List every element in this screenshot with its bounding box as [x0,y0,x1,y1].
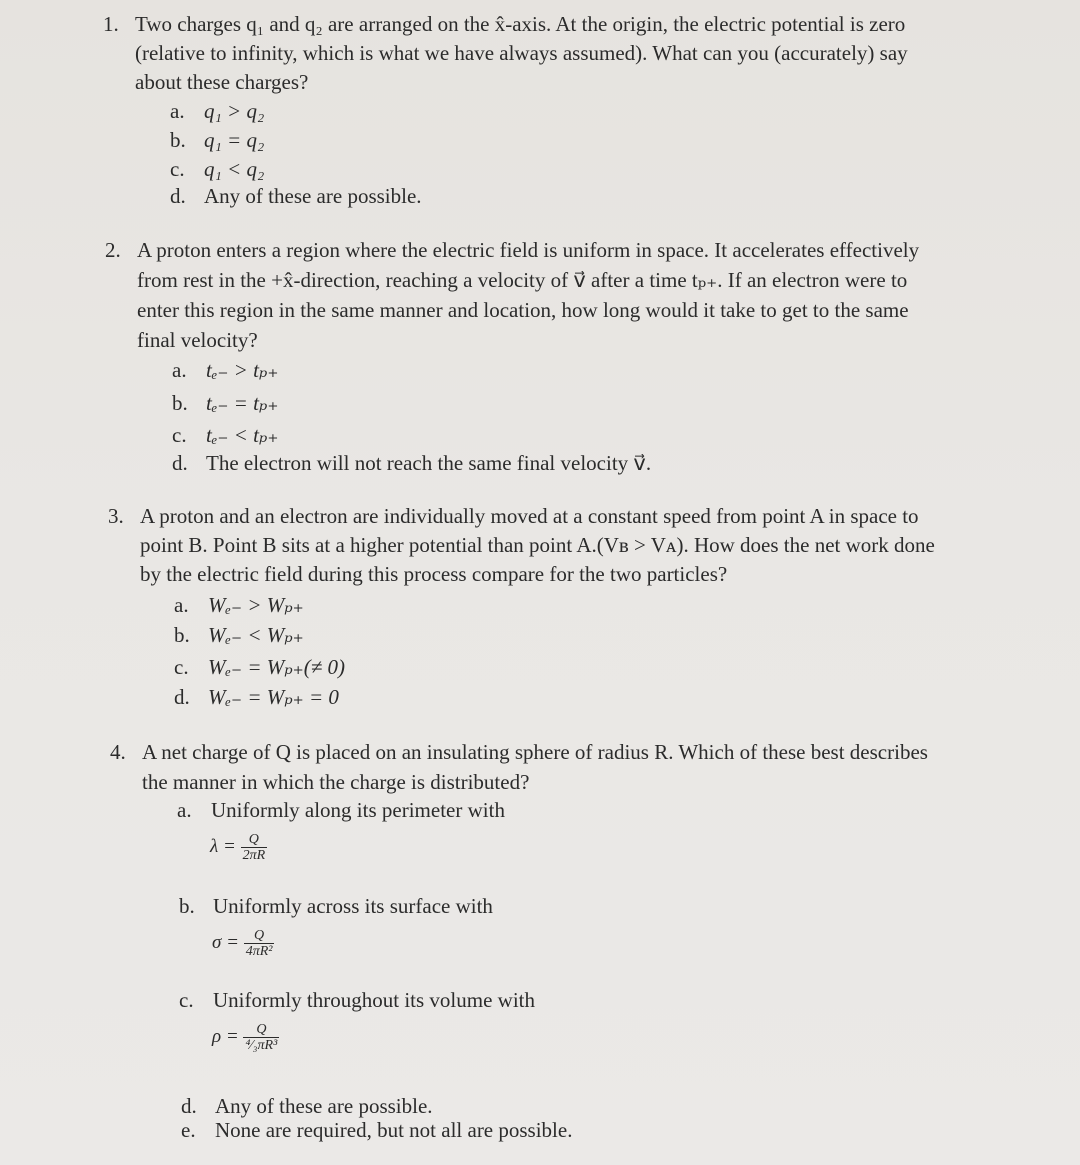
option-letter: c. [172,423,187,447]
option-letter: c. [179,988,194,1012]
equation-lambda [210,832,267,863]
option-letter: d. [170,184,186,208]
option-letter: a. [172,358,187,382]
question-text [137,235,919,355]
option-letter: c. [174,655,189,679]
equation-lhs: λ = [210,835,236,857]
question-line: A proton and an electron are individually moved at a constant speed from point A in space to [140,504,919,528]
question-line: about these charges? [135,70,309,94]
option-letter: e. [181,1118,196,1142]
question-text [135,10,908,97]
option-3d[interactable] [174,683,339,711]
option-text: None are required, but not all are possible. [215,1118,573,1142]
question-line: final velocity? [137,328,258,352]
question-line: from rest in the +x̂-direction, reaching a velocity of v⃗ after a time tₚ₊. If an electron were to [137,268,908,292]
question-text [142,737,928,797]
option-letter: a. [174,593,189,617]
option-letter: d. [172,451,188,475]
question-line: A net charge of Q is placed on an insulating sphere of radius R. Which of these best describes [142,740,928,764]
option-letter: b. [172,391,188,415]
question-line: Two charges q₁ and q₂ are arranged on the x̂-axis. At the origin, the electric potential is zero [135,12,906,36]
equation-fraction [241,832,268,863]
option-3c[interactable] [174,653,345,681]
equation-rho [212,1022,279,1053]
option-letter: b. [179,894,195,918]
fraction-denominator: 2πR [242,848,266,863]
option-3a[interactable] [174,591,304,619]
question-line: by the electric field during this process compare for the two particles? [140,562,728,586]
option-3b[interactable] [174,621,304,649]
option-4e[interactable] [181,1116,572,1144]
question-number: 3. [108,504,124,528]
option-text: Uniformly along its perimeter with [211,798,505,822]
question-line: (relative to infinity, which is what we have always assumed). What can you (accurately) say [135,41,908,65]
option-text: tₑ₋ < tₚ₊ [206,423,279,447]
question-line: the manner in which the charge is distributed? [142,770,530,794]
question-line: A proton enters a region where the electric field is uniform in space. It accelerates effectively [137,238,920,262]
option-2a[interactable] [172,356,278,384]
option-text: Any of these are possible. [215,1094,433,1118]
fraction-numerator: Q [243,1022,279,1038]
option-2c[interactable] [172,421,278,449]
question-text [140,502,935,589]
option-text: Wₑ₋ = Wₚ₊ = 0 [208,685,339,709]
equation-sigma [212,928,274,959]
question-line: enter this region in the same manner and location, how long would it take to get to the same [137,298,909,322]
option-1b[interactable] [170,126,264,154]
fraction-numerator: Q [241,832,268,848]
option-text: Wₑ₋ = Wₚ₊(≠ 0) [208,655,345,679]
option-text: Uniformly throughout its volume with [213,988,535,1012]
option-1c[interactable] [170,155,264,183]
equation-fraction [244,928,275,959]
fraction-denominator: 4πR² [245,944,273,959]
option-text: Wₑ₋ > Wₚ₊ [208,593,304,617]
option-text: q₁ < q₂ [204,157,265,181]
option-1d[interactable] [170,182,422,210]
question-number: 4. [110,740,126,764]
option-text: tₑ₋ = tₚ₊ [206,391,279,415]
option-text: The electron will not reach the same final velocity v⃗. [206,451,652,475]
option-4a[interactable] [177,796,505,824]
question-number: 2. [105,238,121,262]
option-text: q₁ = q₂ [204,128,265,152]
option-letter: b. [174,623,190,647]
option-text: Wₑ₋ < Wₚ₊ [208,623,304,647]
option-2b[interactable] [172,389,278,417]
option-4b[interactable] [179,892,493,920]
option-text: Uniformly across its surface with [213,894,493,918]
equation-lhs: ρ = [212,1025,239,1047]
option-4c[interactable] [179,986,535,1014]
equation-lhs: σ = [212,931,239,953]
fraction-numerator: Q [244,928,275,944]
option-letter: b. [170,128,186,152]
option-text: tₑ₋ > tₚ₊ [206,358,279,382]
option-text: Any of these are possible. [204,184,422,208]
option-letter: d. [181,1094,197,1118]
option-2d[interactable] [172,449,651,477]
question-number: 1. [103,12,119,36]
equation-fraction [243,1022,279,1053]
question-line: point B. Point B sits at a higher potential than point A.(Vʙ > Vᴀ). How does the net work done [140,533,935,557]
option-text: q₁ > q₂ [204,99,265,123]
option-1a[interactable] [170,97,264,125]
option-letter: a. [170,99,185,123]
option-letter: d. [174,685,190,709]
option-letter: a. [177,798,192,822]
fraction-denominator: ⁴⁄₃πR³ [245,1038,278,1053]
option-letter: c. [170,157,185,181]
